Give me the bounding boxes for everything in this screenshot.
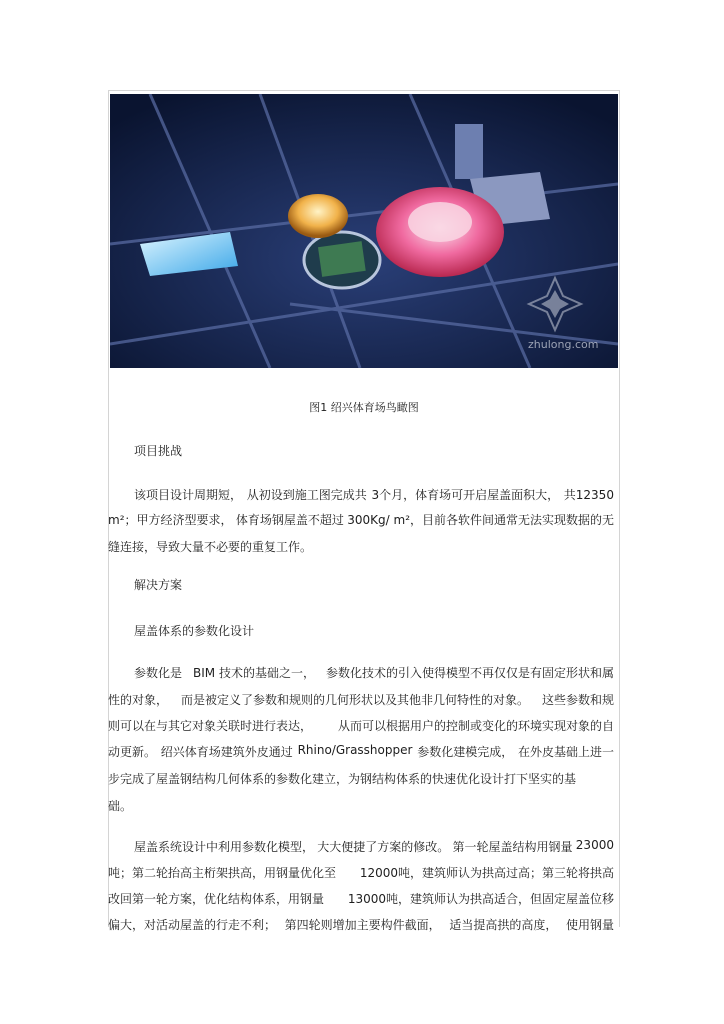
paragraph-line: [108, 797, 132, 814]
paragraph-line: [108, 743, 614, 760]
solution-heading: 解决方案: [134, 578, 183, 592]
paragraph-line: [134, 664, 614, 681]
text-segment: 参数化建模完成，: [417, 745, 514, 759]
paragraph-line: [108, 538, 312, 555]
text-segment: 该项目设计周期短，: [134, 488, 243, 502]
text-segment: 性的对象，: [108, 693, 169, 707]
stadium-opening: [408, 202, 472, 242]
paragraph-line: [108, 691, 614, 708]
text-segment: 300Kg/ m²，目前各软件间通常无法实现数据的无: [347, 513, 614, 527]
text-segment: 13000吨，建筑师认为拱高适合，但固定屋盖位移: [347, 892, 614, 906]
text-segment: 步完成了屋盖钢结构几何体系的参数化建立，为钢结构体系的快速优化设计打下坚实的基: [108, 772, 577, 786]
paragraph-line: [108, 864, 614, 881]
field-turf: [318, 241, 366, 277]
text-segment: 在外皮基础上进一: [517, 745, 614, 759]
text-segment: 参数化技术的引入使得模型不再仅仅是有固定形状和属: [325, 666, 614, 680]
watermark-text: zhulong.com: [528, 338, 599, 351]
text-segment: 则可以在与其它对象关联时进行表达，: [108, 719, 313, 733]
text-segment: 使用钢量: [565, 918, 614, 932]
paragraph-line: [134, 486, 614, 503]
text-segment: 大大便捷了方案的修改。: [317, 840, 450, 854]
text-segment: BIM 技术的基础之一，: [193, 666, 315, 680]
paragraph-line: [108, 511, 614, 528]
text-segment: 第四轮则增加主要构件截面，: [284, 918, 441, 932]
text-segment: 改回第一轮方案，优化结构体系，用钢量: [108, 892, 325, 906]
figure-caption: 图1 绍兴体育场鸟瞰图: [309, 401, 419, 414]
text-segment: 参数化是: [134, 666, 183, 680]
text-segment: 23000: [575, 838, 614, 852]
text-segment: 3个月，体育场可开启屋盖面积大，: [371, 488, 560, 502]
text-segment: 12000吨，建筑师认为拱高过高；第三轮将拱高: [359, 866, 614, 880]
text-segment: 这些参数和规: [541, 693, 614, 707]
text-segment: Rhino/Grasshopper: [297, 743, 413, 757]
paragraph-line: [108, 770, 576, 787]
night-background: [110, 94, 618, 368]
text-segment: 屋盖系统设计中利用参数化模型，: [134, 840, 315, 854]
text-segment: 适当提高拱的高度，: [449, 918, 558, 932]
roof-param-heading: 屋盖体系的参数化设计: [134, 624, 255, 638]
stadium-aerial-photo: [110, 94, 618, 368]
paragraph-line: [108, 717, 614, 734]
text-segment: m²；甲方经济型要求，: [108, 513, 233, 527]
text-segment: 从初设到施工图完成共: [246, 488, 367, 502]
challenge-heading: 项目挑战: [134, 444, 183, 458]
text-segment: 动更新。: [108, 745, 157, 759]
text-segment: 础。: [108, 799, 133, 813]
aerial-render-illustration: [110, 94, 618, 368]
gymnasium-dome: [288, 194, 348, 238]
text-segment: 共12350: [563, 488, 614, 502]
text-segment: 第一轮屋盖结构用钢量: [452, 840, 573, 854]
text-segment: 而是被定义了参数和规则的几何形状以及其他非几何特性的对象。: [180, 693, 529, 707]
text-segment: 缝连接，导致大量不必要的重复工作。: [108, 540, 313, 554]
text-segment: 从而可以根据用户的控制或变化的环境实现对象的自: [337, 719, 614, 733]
text-segment: 偏大，对活动屋盖的行走不利；: [108, 918, 277, 932]
text-segment: 体育场钢屋盖不超过: [235, 513, 344, 527]
paragraph-line: [108, 890, 614, 907]
paragraph-line: [134, 838, 614, 855]
tower-building: [455, 124, 483, 179]
paragraph-line: [108, 916, 614, 933]
text-segment: 吨；第二轮抬高主桁架拱高，用钢量优化至: [108, 866, 337, 880]
text-segment: 绍兴体育场建筑外皮通过: [160, 745, 293, 759]
